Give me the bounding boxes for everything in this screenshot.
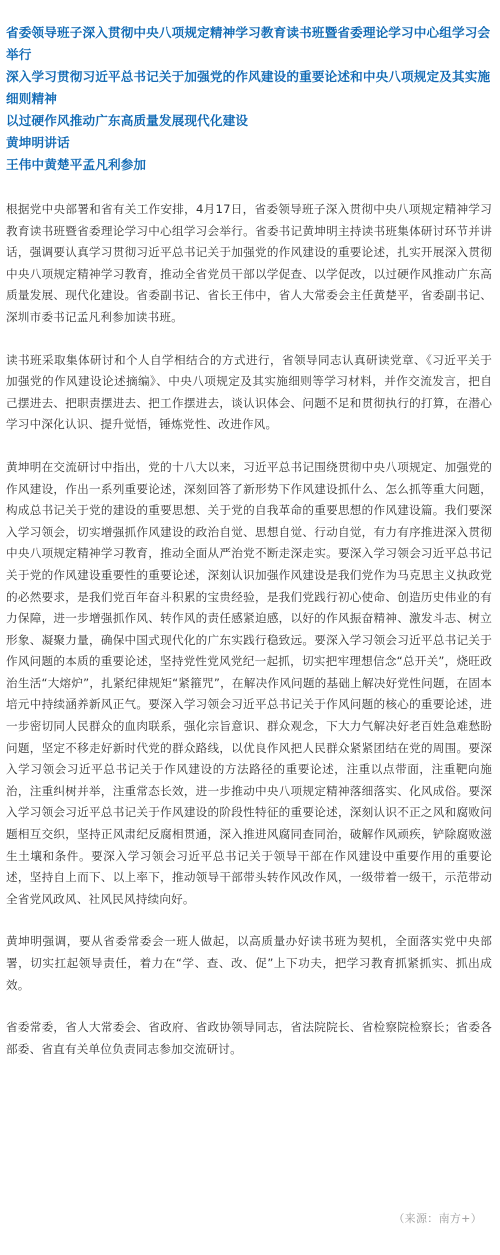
headline-subtitle-1: 深入学习贯彻习近平总书记关于加强党的作风建设的重要论述和中央八项规定及其实施细则精神	[6, 69, 491, 106]
paragraph-intro: 根据党中央部署和省有关工作安排，4月17日，省委领导班子深入贯彻中央八项规定精神学习教育读书班暨省委理论学习中心组学习会举行。省委书记黄坤明主持读书班集体研讨环节并讲话，强调要认真学习贯彻习近平总书记关于加强党的作风建设的重要论述，扎实开展深入贯彻中央八项规定精神学习教育，推动全省党员干部以学促查、以学促改，以过硬作风推动广东高质量发展、现代化建设。省委副书记、省长王伟中，省人大常委会主任黄楚平，省委副书记、深圳市委书记孟凡利参加读书班。	[6, 202, 492, 324]
headline-main: 省委领导班子深入贯彻中央八项规定精神学习教育读书班暨省委理论学习中心组学习会举行	[6, 25, 491, 62]
headline-speaker: 黄坤明讲话	[6, 135, 70, 150]
paragraph-format: 读书班采取集体研讨和个人自学相结合的方式进行，省领导同志认真研读党章、《习近平关于加强党的作风建设论述摘编》、中央八项规定及其实施细则等学习材料，并作交流发言，把自己摆进去、把职责摆进去、把工作摆进去，谈认识体会、问题不足和贯彻执行的打算，在潜心学习中深化认识、提升觉悟，锤炼党性、改进作风。	[6, 352, 492, 432]
headline-subtitle-2: 以过硬作风推动广东高质量发展现代化建设	[6, 113, 249, 128]
source-credit: （来源：南方+）	[393, 1212, 482, 1225]
paragraph-participants: 省委常委，省人大常委会、省政府、省政协领导同志，省法院院长、省检察院检察长；省委各部委、省直有关单位负责同志参加交流研讨。	[6, 1020, 492, 1056]
headline-block	[6, 22, 492, 176]
paragraph-speech: 黄坤明在交流研讨中指出，党的十八大以来，习近平总书记围绕贯彻中央八项规定、加强党的作风建设，作出一系列重要论述，深刻回答了新形势下作风建设抓什么、怎么抓等重大问题，构成总书记关于党的建设的重要思想、关于党的自我革命的重要思想的作风建设篇。我们要深入学习领会，切实增强抓作风建设的政治自觉、思想自觉、行动自觉，有力有序推进深入贯彻中央八项规定精神学习教育，推动全面从严治党不断走深走实。要深入学习领会习近平总书记关于党的作风建设重要性的重要论述，深刻认识加强作风建设是我们党作为马克思主义执政党的必然要求，是我们党百年奋斗积累的宝贵经验，是我们党践行初心使命、创造历史伟业的有力保障，进一步增强抓作风、转作风的责任感紧迫感，以好的作风振奋精神、激发斗志、树立形象、凝聚力量，确保中国式现代化的广东实践行稳致远。要深入学习领会习近平总书记关于作风问题的本质的重要论述，坚持党性党风党纪一起抓，切实把牢理想信念“总开关”，烧旺政治生活“大熔炉”，扎紧纪律规矩“紧箍咒”，在解决作风问题的基础上解决好党性问题，在固本培元中持续涵养新风正气。要深入学习领会习近平总书记关于作风问题的核心的重要论述，进一步密切同人民群众的血肉联系，强化宗旨意识、群众观念，下大力气解决好老百姓急难愁盼问题，坚定不移走好新时代党的群众路线，以优良作风把人民群众紧紧团结在党的周围。要深入学习领会习近平总书记关于作风建设的方法路径的重要论述，注重以点带面，注重靶向施治，注重纠树并举，注重常态长效，进一步推动中央八项规定精神落细落实、化风成俗。要深入学习领会习近平总书记关于作风建设的阶段性特征的重要论述，深刻认识不正之风和腐败问题相互交织，坚持正风肃纪反腐相贯通，深入推进风腐同查同治，破解作风顽疾，铲除腐败滋生土壤和条件。要深入学习领会习近平总书记关于领导干部在作风建设中重要作用的重要论述，坚持自上而下、以上率下，推动领导干部带头转作风改作风，一级带着一级干，示范带动全省党风政风、社风民风持续向好。	[6, 459, 492, 906]
headline-attendees: 王伟中黄楚平孟凡利参加	[6, 157, 147, 172]
paragraph-emphasis: 黄坤明强调，要从省委常委会一班人做起，以高质量办好读书班为契机，全面落实党中央部署，切实扛起领导责任，着力在“学、查、改、促”上下功夫，把学习教育抓紧抓实、抓出成效。	[6, 934, 492, 992]
